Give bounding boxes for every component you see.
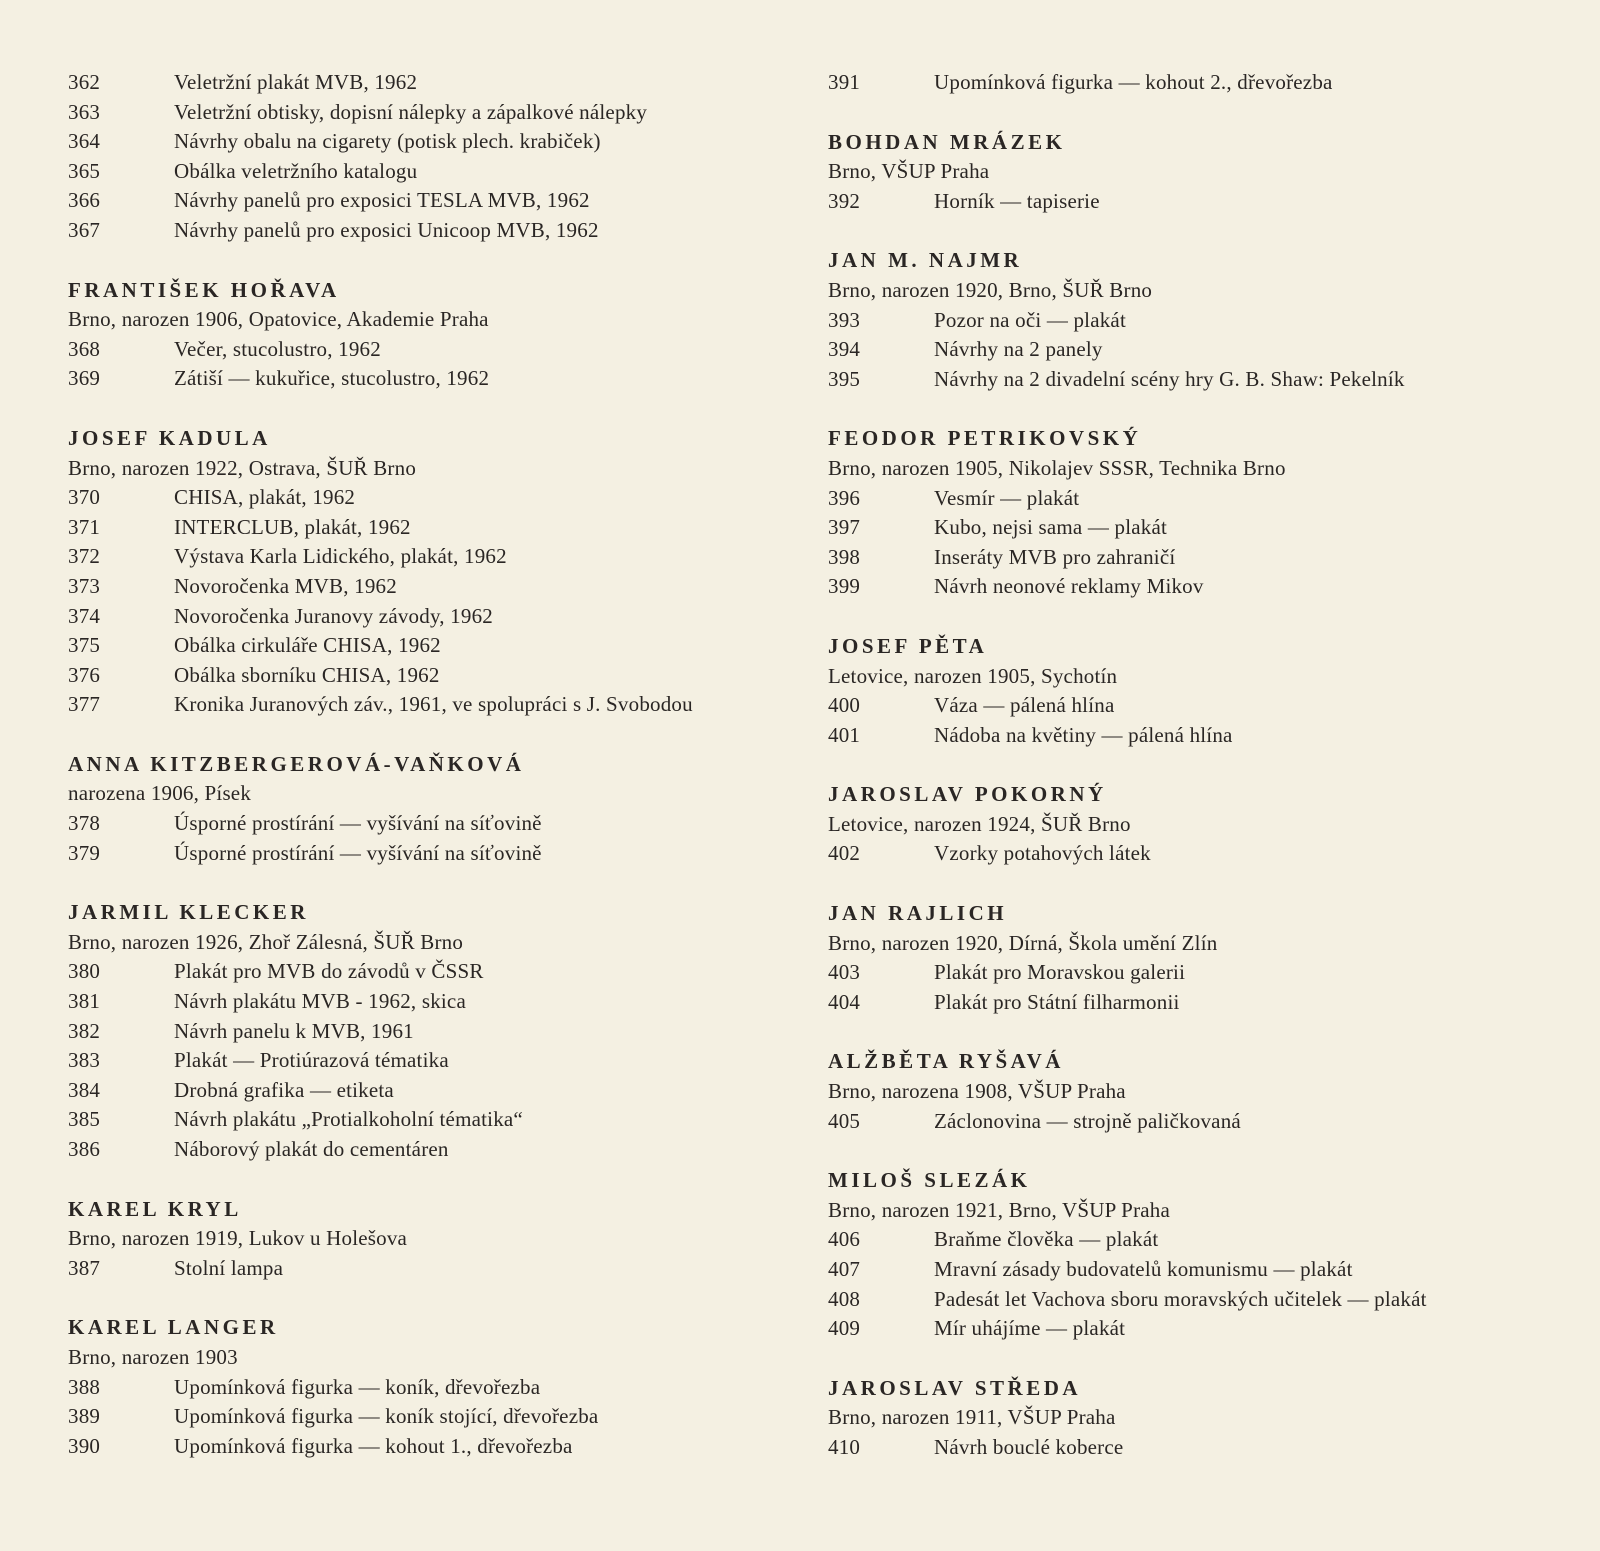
catalog-item [68,839,768,869]
item-title: CHISA, plakát, 1962 [174,485,356,510]
item-title: Veletržní plakát MVB, 1962 [174,70,418,94]
item-title: Mravní zásady budovatelů komunismu — plakát [934,1257,1353,1281]
artist-info: Brno, narozen 1905, Nikolajev SSSR, Technika Brno [828,455,1286,480]
item-title: Náborový plakát do cementáren [174,1137,449,1161]
item-number: 376 [68,662,101,687]
item-number: 410 [828,1434,861,1459]
item-number: 393 [828,307,861,332]
item-title: Kubo, nejsi sama — plakát [934,515,1168,540]
catalog-item [68,68,768,98]
item-title: Upomínková figurka — kohout 2., dřevořezba [934,70,1333,94]
artist-entry [828,424,1568,602]
catalog-item [68,335,768,365]
section-gap [68,394,768,424]
item-title: Návrh plakátu „Protialkoholní tématika“ [174,1107,523,1132]
section-gap [828,1344,1568,1374]
item-number: 399 [828,574,861,599]
item-number: 375 [68,633,101,658]
catalog-item [828,721,1568,751]
item-title: INTERCLUB, plakát, 1962 [174,514,411,539]
catalog-item [68,1373,768,1403]
item-number: 371 [68,514,101,539]
item-title: Plakát pro MVB do závodů v ČSSR [174,959,484,984]
catalog-item [68,809,768,839]
catalog-item [828,691,1568,721]
item-number: 364 [68,129,101,154]
item-number: 406 [828,1227,861,1252]
item-number: 394 [828,337,861,362]
item-title: Drobná grafika — etiketa [174,1077,394,1102]
artist-entry [68,68,768,246]
catalog-item [68,1135,768,1165]
item-number: 373 [68,573,101,598]
artist-info: Brno, narozen 1922, Ostrava, ŠUŘ Brno [68,455,417,480]
item-title: Pozor na oči — plakát [934,307,1126,332]
item-title: Stolní lampa [174,1255,284,1280]
catalog-item [828,187,1568,217]
section-gap [828,98,1568,128]
item-title: Obálka veletržního katalogu [174,158,418,183]
item-number: 397 [828,515,861,540]
item-number: 395 [828,366,861,391]
catalog-item [828,484,1568,514]
catalog-item [68,157,768,187]
catalog-item [68,1076,768,1106]
catalog-item [68,572,768,602]
section-gap [828,750,1568,780]
item-number: 389 [68,1404,101,1429]
artist-name: JOSEF KADULA [68,425,271,450]
item-title: Návrh neonové reklamy Mikov [934,574,1204,599]
artist-info: Brno, narozen 1920, Brno, ŠUŘ Brno [828,277,1153,302]
item-title: Plakát — Protiúrazová tématika [174,1048,449,1073]
item-title: Nádoba na květiny — pálená hlína [934,722,1233,747]
item-number: 370 [68,485,101,510]
item-number: 398 [828,544,861,569]
artist-entry [828,780,1568,869]
item-number: 379 [68,840,101,865]
artist-name: ANNA KITZBERGEROVÁ-VAŇKOVÁ [68,751,525,776]
artist-name: KAREL KRYL [68,1196,242,1221]
section-gap [828,216,1568,246]
artist-info: Brno, narozen 1906, Opatovice, Akademie Praha [68,307,489,332]
item-number: 402 [828,841,861,866]
catalog-item [828,306,1568,336]
item-number: 391 [828,70,861,94]
item-title: Návrh bouclé koberce [934,1434,1124,1459]
item-title: Mír uhájíme — plakát [934,1316,1126,1341]
catalog-item [828,1314,1568,1344]
item-title: Plakát pro Státní filharmonii [934,989,1180,1014]
catalog-item [68,216,768,246]
artist-info: Brno, narozen 1919, Lukov u Holešova [68,1226,408,1251]
artist-name: JAN M. NAJMR [828,248,1023,273]
artist-name: JAROSLAV STŘEDA [828,1375,1082,1400]
item-title: Vesmír — plakát [934,485,1080,510]
artist-entry [828,68,1568,98]
item-title: Plakát pro Moravskou galerii [934,960,1186,985]
item-title: Upomínková figurka — koník, dřevořezba [174,1374,541,1399]
catalog-item [68,542,768,572]
item-title: Obálka cirkuláře CHISA, 1962 [174,633,441,658]
catalog-item [828,1285,1568,1315]
item-number: 390 [68,1433,101,1458]
item-title: Novoročenka MVB, 1962 [174,573,397,598]
item-number: 365 [68,158,101,183]
catalog-item [68,364,768,394]
section-gap [828,869,1568,899]
catalog-item [68,957,768,987]
item-number: 388 [68,1374,101,1399]
item-number: 378 [68,811,101,836]
artist-name: BOHDAN MRÁZEK [828,129,1066,154]
item-number: 372 [68,544,101,569]
artist-entry [68,424,768,720]
item-title: Upomínková figurka — kohout 1., dřevořezba [174,1433,573,1458]
item-title: Úsporné prostírání — vyšívání na síťovině [174,811,542,836]
item-title: Návrhy panelů pro exposici TESLA MVB, 1962 [174,188,590,213]
item-title: Zátiší — kukuřice, stucolustro, 1962 [174,366,490,391]
artist-name: JARMIL KLECKER [68,900,309,925]
section-gap [68,1283,768,1313]
item-title: Návrhy obalu na cigarety (potisk plech. krabiček) [174,129,601,154]
catalog-item [828,988,1568,1018]
item-number: 380 [68,959,101,984]
item-title: Návrhy panelů pro exposici Unicoop MVB, 1962 [174,217,599,242]
catalog-item [68,1046,768,1076]
catalog-item [828,1433,1568,1463]
catalog-item [68,631,768,661]
item-title: Inseráty MVB pro zahraničí [934,544,1176,569]
artist-entry [68,276,768,394]
item-title: Váza — pálená hlína [934,693,1115,718]
artist-name: FRANTIŠEK HOŘAVA [68,277,340,302]
item-number: 369 [68,366,101,391]
item-title: Novoročenka Juranovy závody, 1962 [174,603,493,628]
section-gap [68,246,768,276]
item-title: Návrhy na 2 panely [934,337,1103,362]
section-gap [68,720,768,750]
section-gap [68,1165,768,1195]
item-number: 385 [68,1107,101,1132]
artist-entry [828,899,1568,1017]
artist-entry [828,1374,1568,1463]
catalog-item [68,1254,768,1284]
artist-entry [828,246,1568,394]
item-number: 366 [68,188,101,213]
item-title: Večer, stucolustro, 1962 [174,336,381,361]
item-title: Úsporné prostírání — vyšívání na síťovině [174,840,542,865]
artist-name: JAN RAJLICH [828,901,1008,926]
artist-info: Brno, VŠUP Praha [828,159,990,184]
catalog-item [828,335,1568,365]
catalog-item [828,1225,1568,1255]
left-column [68,68,768,1461]
artist-entry [828,632,1568,750]
artist-info: Brno, narozen 1921, Brno, VŠUP Praha [828,1197,1171,1222]
catalog-item [68,1105,768,1135]
artist-name: ALŽBĚTA RYŠAVÁ [828,1049,1064,1074]
artist-name: JOSEF PĚTA [828,633,988,658]
item-number: 363 [68,99,101,124]
item-number: 396 [828,485,861,510]
artist-info: Brno, narozen 1920, Dírná, Škola umění Zlín [828,930,1218,955]
artist-entry [828,1166,1568,1344]
item-number: 403 [828,960,861,985]
item-number: 367 [68,217,101,242]
right-column [828,68,1568,1463]
artist-entry [68,750,768,868]
artist-entry [68,1195,768,1284]
artist-entry [828,1047,1568,1136]
item-number: 404 [828,989,861,1014]
item-number: 374 [68,603,101,628]
item-title: Návrh panelu k MVB, 1961 [174,1018,414,1043]
catalog-item [68,483,768,513]
catalog-item [68,513,768,543]
item-number: 386 [68,1137,101,1161]
item-number: 401 [828,722,861,747]
artist-info: Letovice, narozen 1924, ŠUŘ Brno [828,811,1131,836]
item-title: Návrh plakátu MVB - 1962, skica [174,989,466,1014]
catalog-item [68,690,768,720]
item-number: 387 [68,1255,101,1280]
item-number: 381 [68,989,101,1014]
section-gap [828,1017,1568,1047]
catalog-item [68,98,768,128]
item-title: Padesát let Vachova sboru moravských učitelek — plakát [934,1286,1427,1311]
artist-info: narozena 1906, Písek [68,781,252,806]
item-number: 383 [68,1048,101,1073]
catalog-item [828,1255,1568,1285]
item-number: 382 [68,1018,101,1043]
item-title: Návrhy na 2 divadelní scény hry G. B. Shaw: Pekelník [934,366,1405,391]
artist-entry [68,898,768,1164]
artist-name: MILOŠ SLEZÁK [828,1168,1031,1193]
catalog-item [828,365,1568,395]
artist-name: FEODOR PETRIKOVSKÝ [828,426,1142,451]
artist-info: Brno, narozen 1911, VŠUP Praha [828,1405,1116,1430]
catalog-item [68,661,768,691]
item-title: Upomínková figurka — koník stojící, dřevořezba [174,1404,599,1429]
item-number: 408 [828,1286,861,1311]
item-number: 392 [828,188,861,213]
item-title: Horník — tapiserie [934,188,1100,213]
section-gap [828,1136,1568,1166]
item-number: 384 [68,1077,101,1102]
section-gap [828,394,1568,424]
section-gap [68,868,768,898]
catalog-item [68,186,768,216]
catalog-item [828,839,1568,869]
item-title: Záclonovina — strojně paličkovaná [934,1108,1241,1133]
catalog-item [68,1017,768,1047]
artist-name: JAROSLAV POKORNÝ [828,782,1107,807]
item-title: Výstava Karla Lidického, plakát, 1962 [174,544,507,569]
catalog-item [828,543,1568,573]
item-title: Braňme člověka — plakát [934,1227,1159,1252]
item-number: 400 [828,693,861,718]
item-number: 362 [68,70,101,94]
section-gap [828,602,1568,632]
item-number: 368 [68,336,101,361]
catalog-item [68,987,768,1017]
catalog-item [68,127,768,157]
item-number: 377 [68,692,101,717]
item-title: Kronika Juranových záv., 1961, ve spolupráci s J. Svobodou [174,692,693,717]
item-number: 407 [828,1257,861,1281]
artist-info: Brno, narozen 1903 [68,1344,238,1369]
item-title: Veletržní obtisky, dopisní nálepky a zápalkové nálepky [174,99,648,124]
catalog-item [828,572,1568,602]
item-number: 405 [828,1108,861,1133]
catalog-item [68,1402,768,1432]
item-title: Vzorky potahových látek [934,841,1151,866]
artist-name: KAREL LANGER [68,1315,279,1340]
artist-info: Letovice, narozen 1905, Sychotín [828,663,1118,688]
artist-entry [828,128,1568,217]
artist-info: Brno, narozen 1926, Zhoř Zálesná, ŠUŘ Brno [68,929,464,954]
catalog-item [828,1107,1568,1137]
item-title: Obálka sborníku CHISA, 1962 [174,662,440,687]
catalog-item [68,1432,768,1462]
artist-entry [68,1313,768,1461]
catalog-item [828,958,1568,988]
catalog-item [828,513,1568,543]
catalog-item [68,602,768,632]
catalog-item [828,68,1568,98]
artist-info: Brno, narozena 1908, VŠUP Praha [828,1079,1126,1104]
item-number: 409 [828,1316,861,1341]
